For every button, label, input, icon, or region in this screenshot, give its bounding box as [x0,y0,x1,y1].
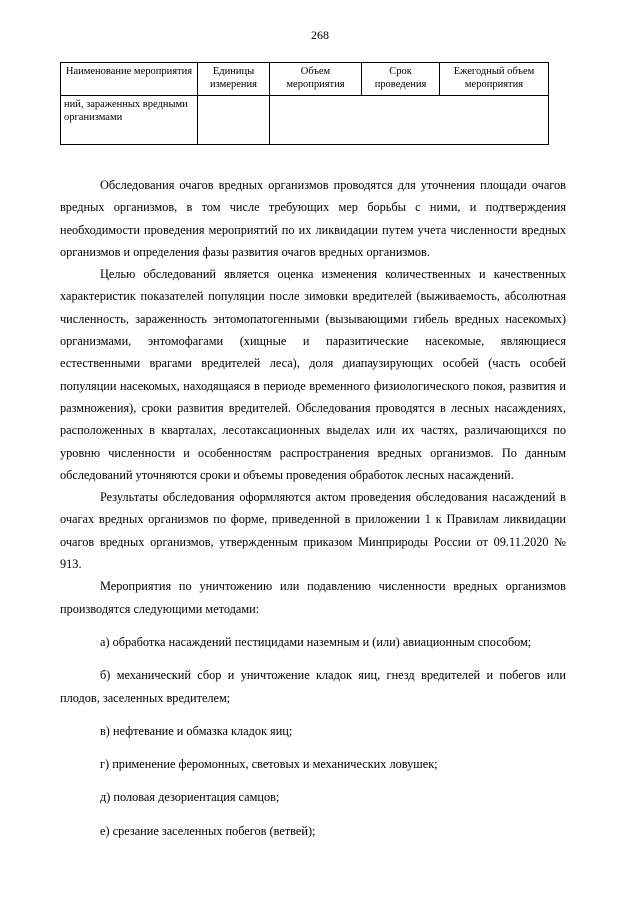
list-item: в) нефтевание и обмазка кладок яиц; [100,723,293,738]
header-measure-name: Наименование мероприятия [61,63,198,96]
paragraph: Результаты обследования оформляются актом проведения обследования насаждений в очагах вредных организмов по форме, приведенной в приложении 1 к Правилам ликвидации очагов вредных организмов, утвержденным приказом Минприроды России от 09.11.2020 № 913. [60,490,566,572]
list-item: а) обработка насаждений пестицидами наземным и (или) авиационным способом; [100,634,532,649]
table-cell [270,96,549,145]
table-cell [198,96,270,145]
paragraph: Мероприятия по уничтожению или подавлению численности вредных организмов производятся следующими методами: [60,579,566,616]
header-term: Срок проведения [362,63,440,96]
header-volume: Объем мероприятия [270,63,362,96]
table-cell: ний, зараженных вредными организмами [61,96,198,145]
page-number: 268 [311,28,329,42]
list-item: д) половая дезориентация самцов; [100,790,280,805]
list-item: г) применение феромонных, световых и механических ловушек; [100,757,438,772]
measures-table [60,62,549,145]
table-header-row [61,63,549,96]
paragraph: Целью обследований является оценка изменения количественных и качественных характеристик показателей популяции после зимовки вредителей (выживаемость, абсолютная численность, зараженность энтомопатогенными (вызывающими гибель вредных насекомых) организмами, энтомофагами (хищные и паразитические насекомые, являющиеся естественными врагами вредителей леса), доля диапаузирующих особей (часть особей популяции насекомых, находящаяся в периоде временного физиологического покоя, развития и размножения), сроки развития вредителей. Обследования проводятся в лесных насаждениях, расположенных в кварталах, лесотаксационных выделах или их частях, различающихся по уровню численности и особенностям распространения вредных организмов. По данным обследований уточняются сроки и объемы проведения обработок лесных насаждений. [60,267,566,482]
body-text [60,174,566,853]
header-units: Единицы измерения [198,63,270,96]
paragraph: Обследования очагов вредных организмов проводятся для уточнения площади очагов вредных организмов, в том числе требующих мер борьбы с ними, и подтверждения необходимости проведения мероприятий по их ликвидации путем учета численности вредных организмов и определения фазы развития очагов вредных организмов. [60,178,566,259]
table-row [61,96,549,145]
header-annual-volume: Ежегодный объем мероприятия [440,63,549,96]
list-item: е) срезание заселенных побегов (ветвей); [100,823,316,838]
list-item: б) механический сбор и уничтожение кладок яиц, гнезд вредителей и побегов или плодов, заселенных вредителем; [60,668,566,705]
